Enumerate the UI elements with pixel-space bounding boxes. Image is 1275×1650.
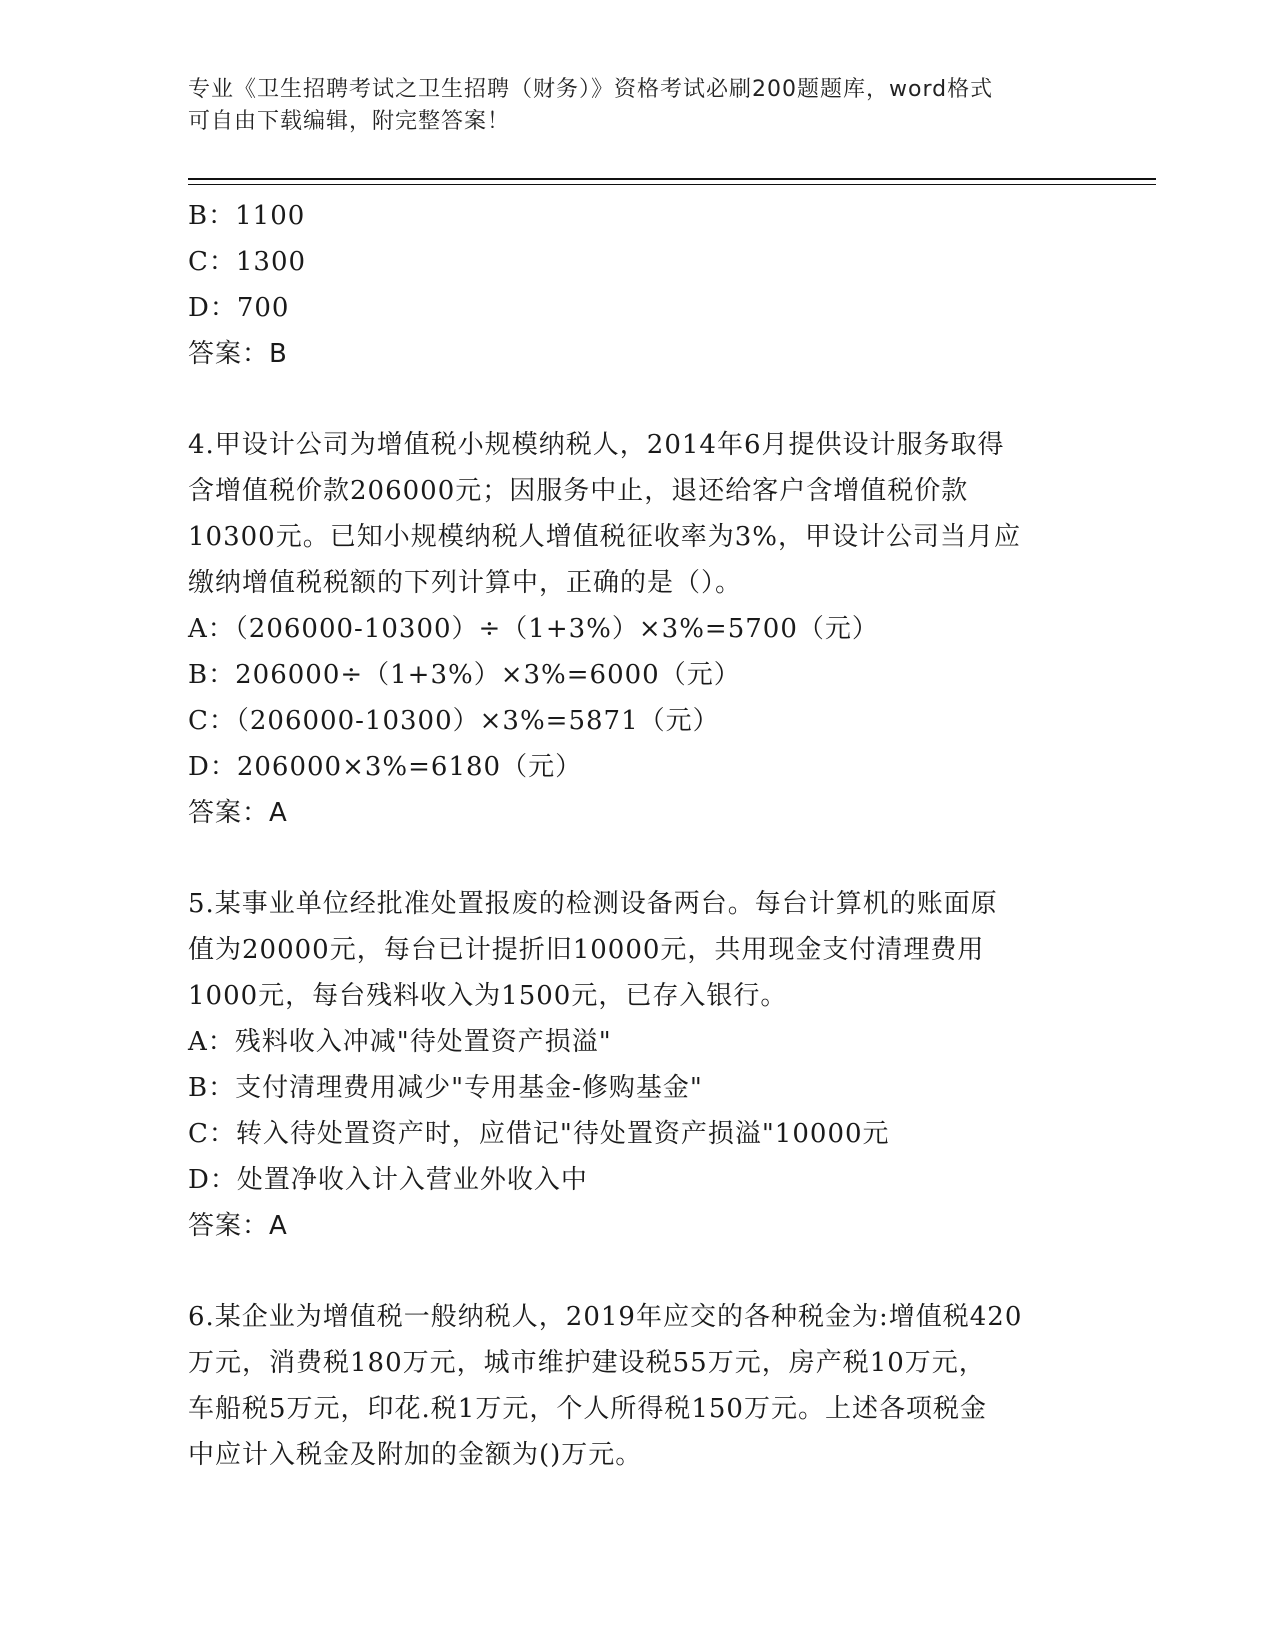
answer: 答案：A <box>188 1211 288 1241</box>
question-text-line: 万元，消费税180万元，城市维护建设税55万元，房产税10万元， <box>188 1348 986 1378</box>
question-text-line: 4.甲设计公司为增值税小规模纳税人，2014年6月提供设计服务取得 <box>188 430 1005 460</box>
option-a: A：（206000-10300）÷（1+3%）×3%=5700（元） <box>188 614 879 644</box>
option-b: B：206000÷（1+3%）×3%=6000（元） <box>188 660 741 690</box>
question-6 <box>188 1294 1088 1478</box>
option-d: D：206000×3%=6180（元） <box>188 752 583 782</box>
question-text-line: 车船税5万元，印花.税1万元，个人所得税150万元。上述各项税金 <box>188 1394 987 1424</box>
question-3 <box>188 193 1088 377</box>
header-rule-thin <box>188 184 1156 185</box>
option-c: C：1300 <box>188 247 307 277</box>
answer: 答案：A <box>188 798 288 828</box>
option-b: B：支付清理费用减少"专用基金-修购基金" <box>188 1073 703 1103</box>
option-c: C：转入待处置资产时，应借记"待处置资产损溢"10000元 <box>188 1119 890 1149</box>
option-a: A：残料收入冲减"待处置资产损溢" <box>188 1027 612 1057</box>
question-text-line: 中应计入税金及附加的金额为()万元。 <box>188 1440 643 1470</box>
header-line-2: 可自由下载编辑，附完整答案！ <box>188 109 511 134</box>
question-4 <box>188 422 1088 836</box>
question-text-line: 5.某事业单位经批准处置报废的检测设备两台。每台计算机的账面原 <box>188 889 998 919</box>
option-c: C：（206000-10300）×3%=5871（元） <box>188 706 720 736</box>
page-header <box>188 74 1068 138</box>
question-text-line: 1000元，每台残料收入为1500元，已存入银行。 <box>188 981 788 1011</box>
document-body <box>188 193 1088 1478</box>
question-text-line: 6.某企业为增值税一般纳税人，2019年应交的各种税金为:增值税420 <box>188 1302 1023 1332</box>
option-b: B：1100 <box>188 201 306 231</box>
question-text-line: 缴纳增值税税额的下列计算中，正确的是（）。 <box>188 568 743 598</box>
header-line-1: 专业《卫生招聘考试之卫生招聘（财务）》资格考试必刷200题题库，word格式 <box>188 77 994 102</box>
question-text-line: 值为20000元，每台已计提折旧10000元，共用现金支付清理费用 <box>188 935 985 965</box>
option-d: D：处置净收入计入营业外收入中 <box>188 1165 588 1195</box>
answer: 答案：B <box>188 339 288 369</box>
header-rule-thick <box>188 178 1156 180</box>
question-5 <box>188 881 1088 1249</box>
option-d: D：700 <box>188 293 290 323</box>
question-text-line: 含增值税价款206000元；因服务中止，退还给客户含增值税价款 <box>188 476 969 506</box>
question-text-line: 10300元。已知小规模纳税人增值税征收率为3%，甲设计公司当月应 <box>188 522 1021 552</box>
